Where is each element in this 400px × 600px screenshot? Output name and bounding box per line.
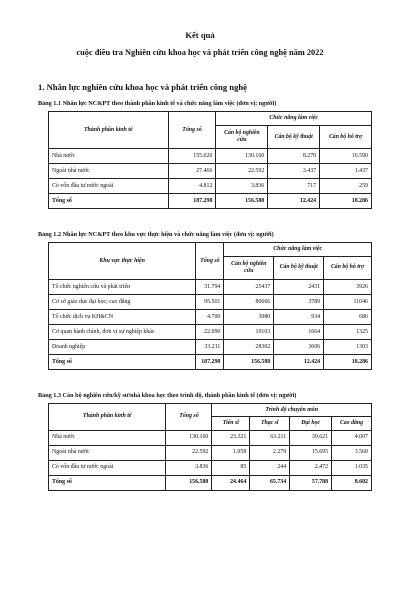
table1-cell: 27.466 [168,164,216,179]
table3-cell: 156.588 [166,475,212,490]
table1-cell: Có vốn đầu tư nước ngoài [49,179,169,194]
table3-cell: 1.058 [212,445,250,460]
table1-cell: 18.286 [320,194,372,209]
table-row [49,179,372,194]
table1-cell: 130.160 [216,149,268,164]
table2-header-sub: Cán bộ hỗ trợ [324,256,372,279]
table2-cell: Tổ chức dịch vụ KH&CN [49,309,196,324]
table2-cell: 12.424 [274,354,324,369]
table2-cell: 22.090 [196,324,224,339]
table1-cell: 717 [268,179,320,194]
section-heading: 1. Nhân lực nghiên cứu khoa học và phát triển công nghệ [38,82,247,93]
table3-header-group: Trình độ chuyên môn [212,403,372,417]
table3-cell: 1.035 [332,460,372,475]
table2-cell: 25437 [224,279,274,294]
table2-header-row: Khu vực thực hiện [49,242,196,279]
table-row [49,430,372,445]
table-row [49,460,372,475]
table3-caption: Bảng 1.3 Cán bộ nghiên cứu/kỹ sư/nhà khoa học theo trình độ, thành phần kinh tế (đơn vị: người) [38,391,297,399]
table2-cell: 187.298 [196,354,224,369]
table3-cell: 244 [250,460,290,475]
table3-cell: 65.734 [250,475,290,490]
table1-header-sub: Cán bộ nghiên cứu [216,126,268,149]
table1 [48,111,372,209]
table1-cell: 3.437 [268,164,320,179]
table1-header-sub: Cán bộ hỗ trợ [320,126,372,149]
table3-cell: Có vốn đầu tư nước ngoài [49,460,166,475]
table-row [49,445,372,460]
table3-cell: Nhà nước [49,430,166,445]
table1-cell: 1.437 [320,164,372,179]
table3-cell: Ngoài nhà nước [49,445,166,460]
table2-header-sub: Cán bộ kỹ thuật [274,256,324,279]
table3-cell: 8.602 [332,475,372,490]
table2-cell: 19103 [224,324,274,339]
table2-cell: Doanh nghiệp [49,339,196,354]
table1-cell: 4.812 [168,179,216,194]
table3-cell: Tổng số [49,475,166,490]
table1-caption: Bảng 1.1 Nhân lực NC&PT theo thành phần kinh tế và chức năng làm việc (đơn vị: người) [38,100,277,108]
document-title: Kết quả [185,30,215,40]
table3-cell: 15.695 [290,445,332,460]
table1-cell: 22.592 [216,164,268,179]
table1-header-group: Chức năng làm việc [216,112,372,126]
table1-cell: Nhà nước [49,149,169,164]
table2 [48,242,372,370]
table3-cell: 22.592 [166,445,212,460]
table1-cell: 12.424 [268,194,320,209]
table3-cell: 63.211 [250,430,290,445]
table1-cell: 259 [320,179,372,194]
table2-cell: 3606 [274,339,324,354]
table3-header-total: Tổng số [166,403,212,430]
table3 [48,403,372,491]
table1-header-sub: Cán bộ kỹ thuật [268,126,320,149]
table2-cell: 3926 [324,279,372,294]
table2-cell: 3789 [274,294,324,309]
table2-cell: 1325 [324,324,372,339]
table2-cell: Tổng số [49,354,196,369]
table3-cell: 39.621 [290,430,332,445]
table-row [49,309,372,324]
table1-cell: 156.588 [216,194,268,209]
table1-cell: Tổng số [49,194,169,209]
table3-cell: 130.160 [166,430,212,445]
table2-cell: Tổ chức nghiên cứu và phát triển [49,279,196,294]
table2-cell: Cơ quan hành chính, đơn vị sự nghiệp khác [49,324,196,339]
table2-cell: 18.286 [324,354,372,369]
table-row [49,339,372,354]
table3-cell: 3.560 [332,445,372,460]
table-row [49,294,372,309]
table2-cell: 28302 [224,339,274,354]
table2-cell: 4.700 [196,309,224,324]
table3-cell: 85 [212,460,250,475]
table2-cell: 31.794 [196,279,224,294]
table3-header-sub: Đại học [290,417,332,430]
table3-cell: 57.788 [290,475,332,490]
table1-cell: 155.020 [168,149,216,164]
table2-cell: 156.588 [224,354,274,369]
table2-cell: 80666 [224,294,274,309]
table3-header-row: Thành phần kinh tế [49,403,166,430]
table-row [49,164,372,179]
table1-cell: 187.298 [168,194,216,209]
table1-cell: Ngoài nhà nước [49,164,169,179]
table3-cell: 2.279 [250,445,290,460]
table2-header-group: Chức năng làm việc [224,242,372,256]
table2-caption: Bảng 1.2 Nhân lực NC&PT theo khu vực thực hiện và chức năng làm việc (đơn vị: người) [38,231,274,239]
table3-cell: 23.321 [212,430,250,445]
table-row [49,149,372,164]
table-total-row [49,475,372,490]
table1-header-total: Tổng số [168,112,216,149]
table-row [49,324,372,339]
table1-cell: 3.836 [216,179,268,194]
table3-cell: 24.464 [212,475,250,490]
table2-cell: Cơ sở giáo dục đại học; cao đẳng [49,294,196,309]
table2-cell: 1303 [324,339,372,354]
table2-cell: 934 [274,309,324,324]
table2-cell: 1664 [274,324,324,339]
table-total-row [49,194,372,209]
document-subtitle: cuộc điều tra Nghiên cứu khoa học và phát triển công nghệ năm 2022 [76,48,324,58]
table3-header-sub: Cao đẳng [332,417,372,430]
table2-header-total: Tổng số [196,242,224,279]
table3-header-sub: Tiến sĩ [212,417,250,430]
table3-header-sub: Thạc sĩ [250,417,290,430]
table1-cell: 8.270 [268,149,320,164]
table3-cell: 4.007 [332,430,372,445]
table2-cell: 2431 [274,279,324,294]
table2-header-sub: Cán bộ nghiên cứu [224,256,274,279]
table2-cell: 686 [324,309,372,324]
table-total-row [49,354,372,369]
table-row [49,279,372,294]
table3-cell: 2.472 [290,460,332,475]
table2-cell: 33.211 [196,339,224,354]
table1-cell: 16.590 [320,149,372,164]
table2-cell: 11046 [324,294,372,309]
table2-cell: 95.501 [196,294,224,309]
table2-cell: 3080 [224,309,274,324]
table1-header-row: Thành phần kinh tế [49,112,169,149]
table3-cell: 3.836 [166,460,212,475]
